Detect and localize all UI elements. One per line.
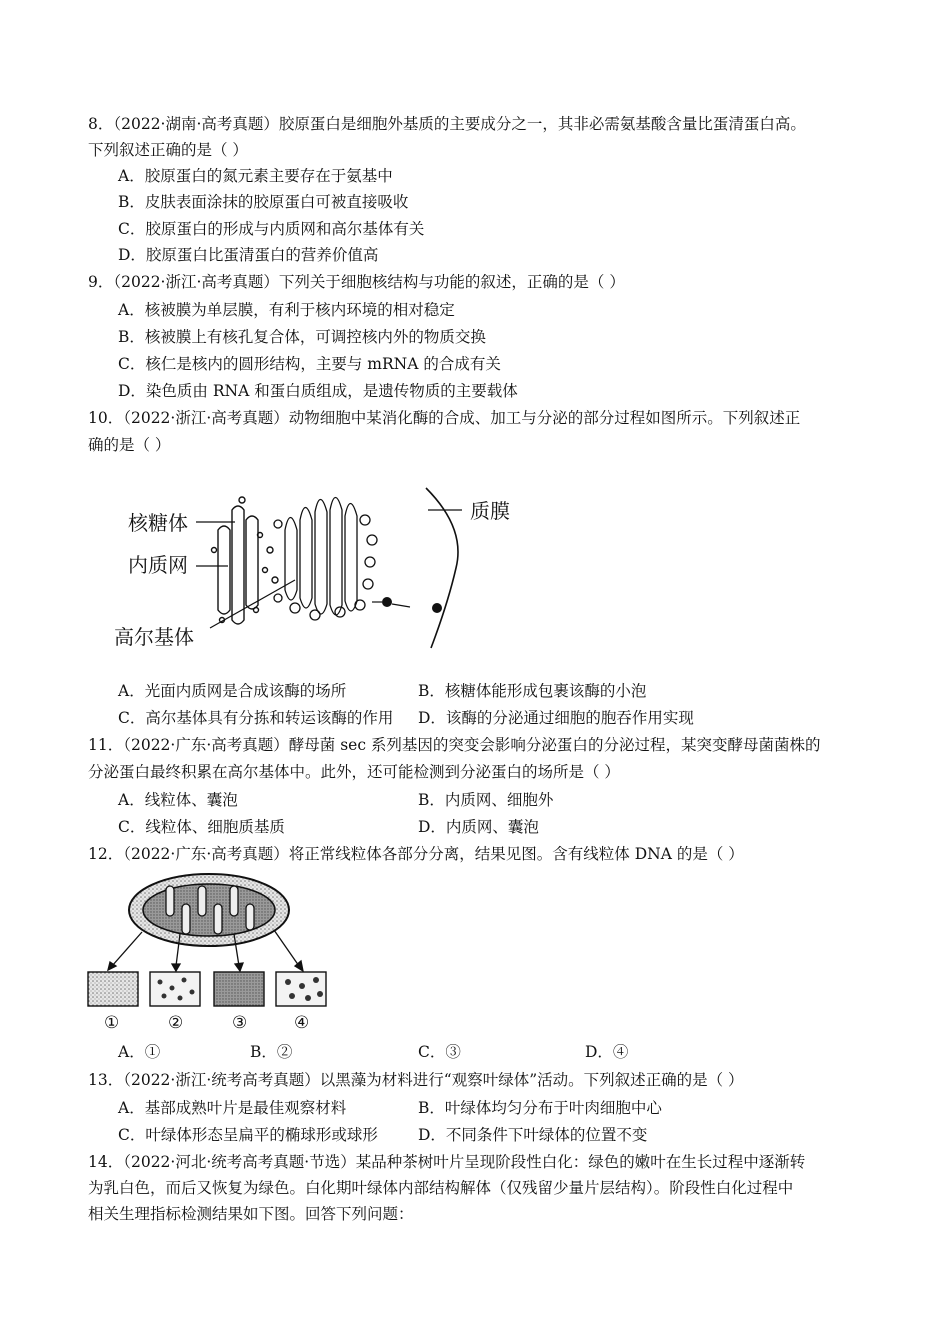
label-membrane: 质膜: [470, 499, 510, 523]
er-structure: [212, 497, 279, 624]
question-8-stem-cont: 下列叙述正确的是（ ）: [88, 141, 248, 159]
question-8-option-d: D．胶原蛋白比蛋清蛋白的营养价值高: [118, 246, 379, 264]
question-9-option-a: A．核被膜为单层膜，有利于核内环境的相对稳定: [118, 301, 455, 319]
question-10-stem-cont: 确的是（ ）: [88, 436, 171, 454]
question-11-stem: 11．（2022·广东·高考真题）酵母菌 sec 系列基因的突变会影响分泌蛋白的分泌过程，某突变酵母菌菌株的: [88, 736, 821, 754]
label-fraction-2: ②: [168, 1013, 184, 1032]
label-fraction-4: ④: [294, 1013, 310, 1032]
question-13-stem: 13．（2022·浙江·统考高考真题）以黑藻为材料进行“观察叶绿体”活动。下列叙述正确的是（ ）: [88, 1071, 744, 1089]
label-fraction-3: ③: [232, 1013, 248, 1032]
question-8-option-b: B．皮肤表面涂抹的胶原蛋白可被直接吸收: [118, 193, 409, 211]
secretion-pathway-figure: [110, 480, 530, 660]
question-14-stem: 14．（2022·河北·统考高考真题·节选）某品种茶树叶片呈现阶段性白化：绿色的嫩叶在生长过程中逐渐转: [88, 1153, 806, 1171]
label-ribosome: 核糖体: [128, 511, 188, 535]
question-8-stem: 8．（2022·湖南·高考真题）胶原蛋白是细胞外基质的主要成分之一，其非必需氨基酸含量比蛋清蛋白高。: [88, 115, 806, 133]
golgi-structure: [274, 498, 377, 621]
question-14-stem-cont: 为乳白色，而后又恢复为绿色。白化期叶绿体内部结构解体（仅残留少量片层结构）。阶段性白化过程中: [88, 1179, 794, 1197]
question-9-option-b: B．核被膜上有核孔复合体，可调控核内外的物质交换: [118, 328, 486, 346]
question-10-option-b: B．核糖体能形成包裹该酶的小泡: [418, 682, 647, 700]
question-9-option-c: C．核仁是核内的圆形结构，主要与 mRNA 的合成有关: [118, 355, 501, 373]
question-8-option-c: C．胶原蛋白的形成与内质网和高尔基体有关: [118, 220, 425, 238]
mitochondria-fractionation-figure: [84, 872, 334, 1032]
question-10-option-d: D．该酶的分泌通过细胞的胞吞作用实现: [418, 709, 694, 727]
question-11-option-c: C．线粒体、细胞质基质: [118, 818, 285, 836]
label-golgi: 高尔基体: [114, 625, 194, 649]
question-9-option-d: D．染色质由 RNA 和蛋白质组成，是遗传物质的主要载体: [118, 382, 518, 400]
question-10-option-c: C．高尔基体具有分拣和转运该酶的作用: [118, 709, 394, 727]
question-12-option-a: A．①: [118, 1043, 161, 1061]
question-12-option-d: D．④: [585, 1043, 629, 1061]
question-12-option-c: C．③: [418, 1043, 461, 1061]
label-er: 内质网: [128, 553, 188, 577]
question-11-stem-cont: 分泌蛋白最终积累在高尔基体中。此外，还可能检测到分泌蛋白的场所是（ ）: [88, 763, 620, 781]
question-13-option-a: A．基部成熟叶片是最佳观察材料: [118, 1099, 347, 1117]
question-8-option-a: A．胶原蛋白的氮元素主要存在于氨基中: [118, 167, 393, 185]
question-11-option-d: D．内质网、囊泡: [418, 818, 539, 836]
question-12-stem: 12．（2022·广东·高考真题）将正常线粒体各部分分离，结果见图。含有线粒体 DNA 的是（ ）: [88, 845, 744, 863]
question-11-option-a: A．线粒体、囊泡: [118, 791, 238, 809]
question-10-stem: 10．（2022·浙江·高考真题）动物细胞中某消化酶的合成、加工与分泌的部分过程如图所示。下列叙述正: [88, 409, 801, 427]
question-14-stem-cont2: 相关生理指标检测结果如下图。回答下列问题：: [88, 1205, 414, 1223]
question-13-option-d: D．不同条件下叶绿体的位置不变: [418, 1126, 648, 1144]
question-12-option-b: B．②: [250, 1043, 293, 1061]
question-13-option-c: C．叶绿体形态呈扁平的椭球形或球形: [118, 1126, 378, 1144]
question-9-stem: 9．（2022·浙江·高考真题）下列关于细胞核结构与功能的叙述，正确的是（ ）: [88, 273, 625, 291]
question-13-option-b: B．叶绿体均匀分布于叶肉细胞中心: [418, 1099, 662, 1117]
question-10-option-a: A．光面内质网是合成该酶的场所: [118, 682, 347, 700]
label-fraction-1: ①: [104, 1013, 120, 1032]
question-11-option-b: B．内质网、细胞外: [418, 791, 554, 809]
